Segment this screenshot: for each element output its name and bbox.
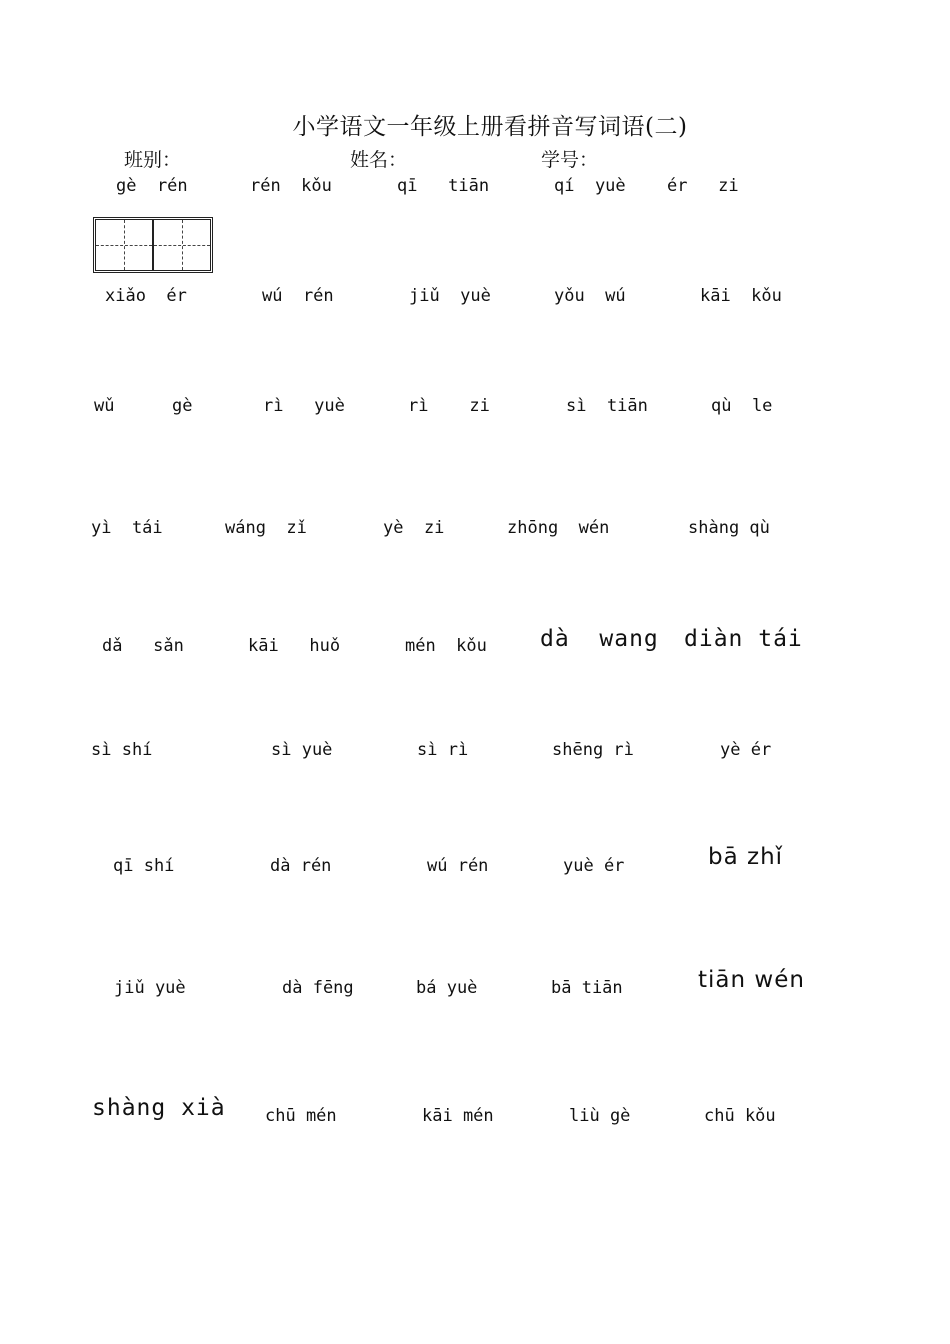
pinyin-word: rì yuè [263, 396, 345, 416]
pinyin-word: gè [172, 396, 193, 416]
pinyin-word: wú rén [262, 286, 334, 306]
pinyin-word: sì rì [417, 740, 469, 760]
pinyin-word: jiǔ yuè [114, 978, 186, 998]
pinyin-word: bá yuè [416, 978, 478, 998]
writing-cell [152, 220, 210, 270]
pinyin-word: yè zi [383, 518, 445, 538]
pinyin-word: rén kǒu [250, 176, 332, 196]
pinyin-word: xiǎo ér [105, 286, 187, 306]
pinyin-word: dà wang [540, 626, 659, 652]
class-label: 班别： [124, 149, 182, 171]
pinyin-word: bā tiān [551, 978, 623, 998]
pinyin-word: wú rén [427, 856, 489, 876]
student-number-label: 学号： [541, 149, 599, 171]
pinyin-word: diàn tái [684, 626, 803, 652]
pinyin-word: dà rén [270, 856, 332, 876]
pinyin-word: sì shí [91, 740, 153, 760]
pinyin-word: qī tiān [397, 176, 490, 196]
pinyin-word: shēng rì [552, 740, 634, 760]
pinyin-word: liù gè [569, 1106, 631, 1126]
pinyin-word: jiǔ yuè [409, 286, 491, 306]
pinyin-word: qí yuè [554, 176, 626, 196]
pinyin-word: chū mén [265, 1106, 337, 1126]
writing-cell [96, 220, 152, 270]
pinyin-word: gè rén [116, 176, 188, 196]
pinyin-word: qī shí [113, 856, 175, 876]
pinyin-word: yì tái [91, 518, 163, 538]
pinyin-word: shàng qù [688, 518, 770, 538]
pinyin-word: kāi mén [422, 1106, 494, 1126]
pinyin-word: yè ér [720, 740, 772, 760]
pinyin-word: dà fēng [282, 978, 354, 998]
worksheet-title: 小学语文一年级上册看拼音写词语(二) [292, 114, 688, 140]
pinyin-word: rì zi [408, 396, 490, 416]
pinyin-word: yǒu wú [554, 286, 626, 306]
pinyin-word: chū kǒu [704, 1106, 776, 1126]
pinyin-word: bā zhǐ [708, 844, 784, 870]
character-writing-grid [93, 217, 213, 273]
pinyin-word: sì yuè [271, 740, 333, 760]
pinyin-word: dǎ sǎn [102, 636, 184, 656]
pinyin-word: tiān wén [698, 967, 805, 993]
pinyin-word: kāi kǒu [700, 286, 782, 306]
pinyin-word: qù le [711, 396, 773, 416]
pinyin-word: yuè ér [563, 856, 625, 876]
pinyin-word: sì tiān [566, 396, 648, 416]
pinyin-word: shàng xià [92, 1095, 226, 1121]
pinyin-word: zhōng wén [507, 518, 610, 538]
pinyin-word: mén kǒu [405, 636, 487, 656]
pinyin-word: ér zi [667, 176, 739, 196]
pinyin-word: wáng zǐ [225, 518, 307, 538]
pinyin-word: kāi huǒ [248, 636, 341, 656]
pinyin-word: wǔ [94, 396, 115, 416]
name-label: 姓名： [350, 149, 408, 171]
